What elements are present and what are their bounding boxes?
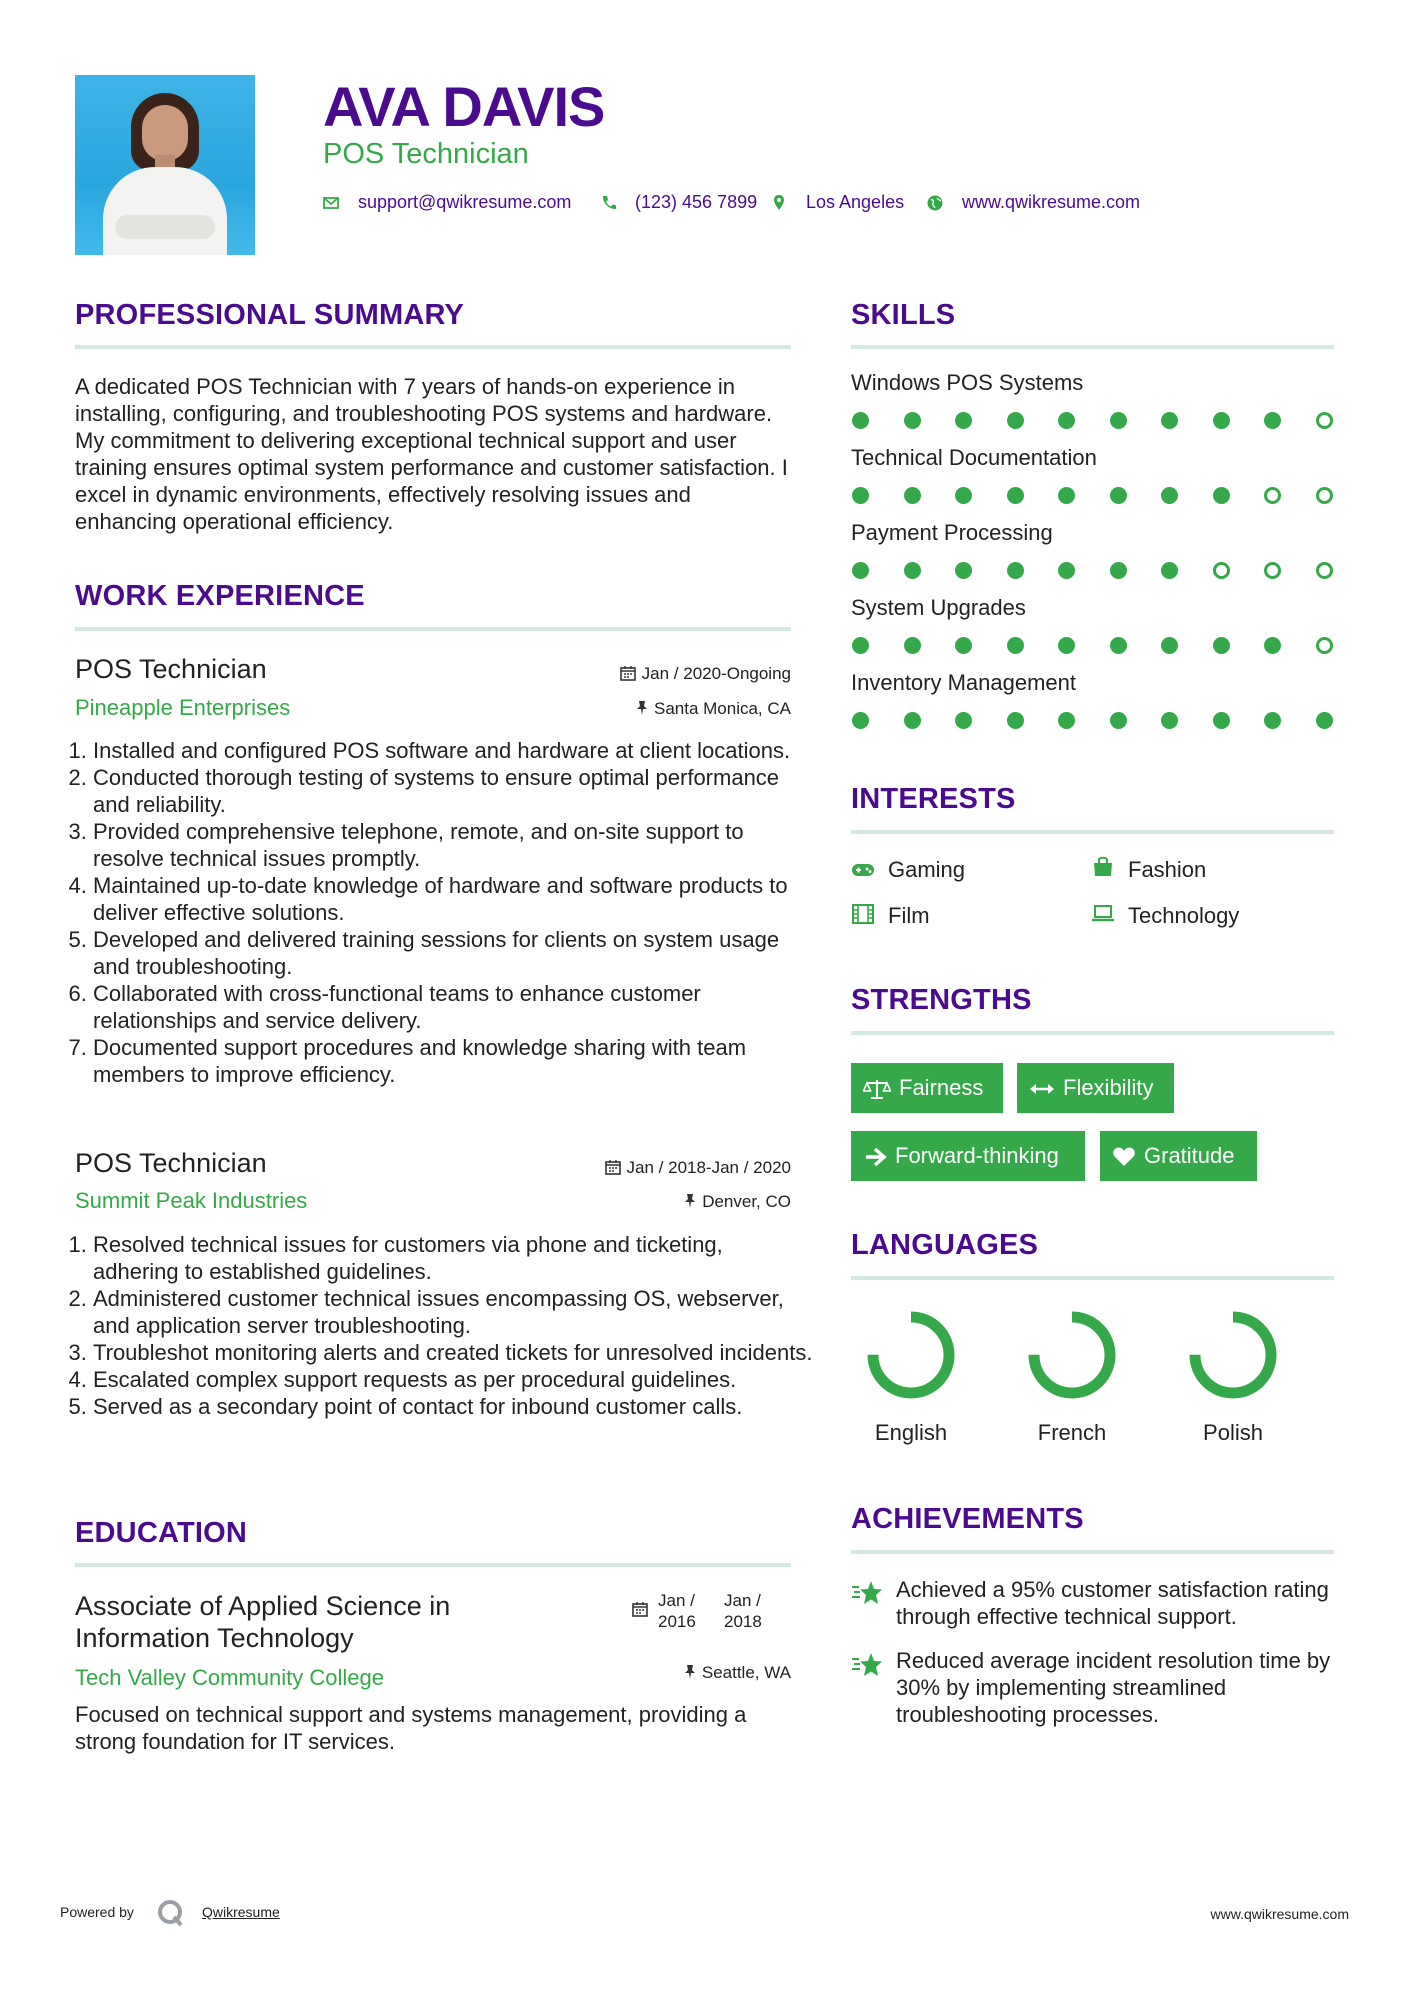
skill-dot-filled	[955, 712, 972, 729]
experience-heading: WORK EXPERIENCE	[75, 580, 365, 612]
job-bullet: 1. Resolved technical issues for customers via phone and ticketing, adhering to established guidelines.	[93, 1231, 813, 1285]
skill-name: Inventory Management	[851, 670, 1077, 695]
job-company: Summit Peak Industries	[75, 1188, 308, 1213]
interests-heading: INTERESTS	[851, 783, 1016, 815]
skill-dot-filled	[904, 712, 921, 729]
language-proficiency-arc	[1195, 1317, 1271, 1393]
laptop-icon	[1091, 903, 1115, 925]
education-divider	[75, 1563, 791, 1567]
skill-dot-filled	[1007, 562, 1024, 579]
interest-item: Fashion	[1128, 857, 1207, 882]
skill-name: Payment Processing	[851, 520, 1053, 545]
arrows-horizontal-icon	[1029, 1078, 1055, 1100]
job-bullet: 5. Developed and delivered training sessions for clients on system usage and troubleshooting.	[93, 926, 813, 980]
languages-list	[841, 1300, 1341, 1460]
job-bullet: 6. Collaborated with cross-functional teams to enhance customer relationships and service delivery.	[93, 980, 813, 1034]
powered-by-label: Powered by	[60, 1904, 134, 1920]
profile-photo	[75, 75, 255, 255]
skill-name: Windows POS Systems	[851, 370, 1084, 395]
education-end-year: 2018	[724, 1612, 762, 1631]
skill-item	[851, 670, 1341, 740]
calendar-icon	[632, 1601, 648, 1617]
summary-text: A dedicated POS Technician with 7 years of hands-on experience in installing, configuring, and troubleshooting POS systems and hardware. My commitment to delivering exceptional technical support and user training ensures optimal system performance and customer satisfaction. I excel in dynamic environments, effectively resolving issues and enhancing operational efficiency.	[75, 374, 788, 534]
pin-icon	[636, 700, 648, 716]
skill-dot-filled	[1213, 637, 1230, 654]
calendar-icon	[620, 665, 636, 681]
skill-dot-empty	[1316, 562, 1333, 579]
skill-dot-filled	[904, 562, 921, 579]
phone-number: (123) 456 7899	[635, 192, 758, 212]
strength-tag	[851, 1131, 1085, 1181]
skill-dot-empty	[1316, 412, 1333, 429]
education-start-month: Jan /	[658, 1591, 695, 1610]
skill-dot-filled	[1264, 412, 1281, 429]
education-heading: EDUCATION	[75, 1517, 248, 1549]
film-icon	[851, 903, 875, 925]
globe-icon	[926, 194, 944, 212]
skill-dot-filled	[904, 637, 921, 654]
location: Los Angeles	[806, 192, 905, 212]
job-title: POS Technician	[75, 1148, 267, 1178]
languages-heading: LANGUAGES	[851, 1229, 1039, 1261]
job-dates-text: Jan / 2018-Jan / 2020	[626, 1158, 791, 1177]
skill-dot-filled	[1007, 712, 1024, 729]
strength-label: Flexibility	[1063, 1075, 1154, 1100]
job-bullet: 5. Served as a secondary point of contact for inbound customer calls.	[93, 1393, 813, 1420]
summary-divider	[75, 345, 791, 349]
skill-dot-filled	[1161, 712, 1178, 729]
pin-icon	[684, 1193, 696, 1209]
email-link[interactable]: support@qwikresume.com	[358, 192, 572, 212]
skill-item	[851, 520, 1341, 590]
skills-heading: SKILLS	[851, 299, 956, 331]
candidate-title: POS Technician	[323, 138, 529, 170]
skill-dot-filled	[955, 562, 972, 579]
job-bullets	[75, 1231, 813, 1420]
language-proficiency-ring	[861, 1305, 961, 1405]
strengths-divider	[851, 1031, 1334, 1035]
achievements-heading: ACHIEVEMENTS	[851, 1503, 1084, 1535]
skills-list	[851, 370, 1341, 740]
balance-scale-icon	[863, 1078, 891, 1100]
skill-item	[851, 595, 1341, 665]
skill-dot-empty	[1213, 562, 1230, 579]
shopping-bag-icon	[1091, 855, 1115, 877]
strength-tag	[851, 1063, 1003, 1113]
phone-icon	[600, 194, 618, 212]
skill-dot-filled	[852, 487, 869, 504]
skill-dot-filled	[1161, 487, 1178, 504]
footer-website-link[interactable]: www.qwikresume.com	[1210, 1906, 1349, 1922]
skill-dot-filled	[1058, 712, 1075, 729]
job-bullet: 4. Escalated complex support requests as per procedural guidelines.	[93, 1366, 813, 1393]
job-bullet: 2. Conducted thorough testing of systems to ensure optimal performance and reliability.	[93, 764, 813, 818]
gamepad-icon	[851, 859, 875, 881]
language-name: Polish	[1203, 1420, 1263, 1445]
language-proficiency-arc	[873, 1317, 949, 1393]
skill-dot-filled	[1213, 412, 1230, 429]
envelope-icon	[322, 194, 340, 212]
skill-dot-filled	[1058, 487, 1075, 504]
skill-name: System Upgrades	[851, 595, 1026, 620]
skill-dot-filled	[955, 487, 972, 504]
skill-dot-empty	[1316, 637, 1333, 654]
skill-dot-filled	[852, 562, 869, 579]
skill-dot-filled	[1161, 412, 1178, 429]
interest-item: Technology	[1128, 903, 1240, 928]
language-proficiency-ring	[1183, 1305, 1283, 1405]
skill-dot-filled	[1058, 562, 1075, 579]
skill-dot-filled	[955, 412, 972, 429]
language-name: English	[874, 1420, 948, 1445]
skill-dot-filled	[852, 712, 869, 729]
summary-heading: PROFESSIONAL SUMMARY	[75, 299, 465, 331]
skill-dot-filled	[955, 637, 972, 654]
job-title: POS Technician	[75, 654, 267, 684]
language-item	[1002, 1300, 1142, 1460]
star-icon	[851, 1652, 883, 1678]
strengths-heading: STRENGTHS	[851, 984, 1032, 1016]
language-name: French	[1037, 1420, 1107, 1445]
skill-dot-empty	[1264, 487, 1281, 504]
skill-dot-filled	[1161, 562, 1178, 579]
skill-dot-filled	[852, 637, 869, 654]
job-bullet: 3. Troubleshot monitoring alerts and created tickets for unresolved incidents.	[93, 1339, 813, 1366]
job-location	[684, 1192, 791, 1212]
skill-dot-filled	[1007, 487, 1024, 504]
achievement-item: Achieved a 95% customer satisfaction rating through effective technical support.	[896, 1577, 1329, 1629]
job-bullet: 2. Administered customer technical issues encompassing OS, webserver, and application server troubleshooting.	[93, 1285, 813, 1339]
skill-dot-filled	[852, 412, 869, 429]
skill-dot-filled	[1007, 637, 1024, 654]
job-location	[636, 699, 791, 719]
skill-dot-filled	[904, 412, 921, 429]
job-dates	[605, 1158, 791, 1178]
skill-name: Technical Documentation	[851, 445, 1097, 470]
education-end	[724, 1590, 762, 1632]
job-bullets	[75, 737, 813, 1088]
skill-dot-filled	[1007, 412, 1024, 429]
job-bullet: 1. Installed and configured POS software and hardware at client locations.	[93, 737, 813, 764]
language-proficiency-arc	[1034, 1317, 1110, 1393]
job-bullet: 7. Documented support procedures and knowledge sharing with team members to improve efficiency.	[93, 1034, 813, 1088]
pin-icon	[684, 1664, 696, 1680]
strength-tag	[1100, 1131, 1257, 1181]
achievements-divider	[851, 1550, 1334, 1554]
skill-dot-filled	[1058, 637, 1075, 654]
skill-dot-filled	[1316, 712, 1333, 729]
skill-item	[851, 370, 1341, 440]
education-location	[684, 1663, 791, 1683]
degree: Associate of Applied Science in Information Technology	[75, 1591, 451, 1653]
education-location-text: Seattle, WA	[701, 1663, 791, 1682]
education-end-month: Jan /	[724, 1591, 761, 1610]
strength-label: Gratitude	[1144, 1143, 1235, 1168]
education-description: Focused on technical support and systems management, providing a strong foundation for IT services.	[75, 1702, 747, 1754]
job-company: Pineapple Enterprises	[75, 695, 291, 720]
job-location-text: Denver, CO	[702, 1192, 791, 1211]
skill-dot-filled	[1110, 637, 1127, 654]
job-dates-text: Jan / 2020-Ongoing	[641, 664, 791, 683]
skill-dot-filled	[1161, 637, 1178, 654]
skill-dot-filled	[904, 487, 921, 504]
interest-item: Film	[888, 903, 930, 928]
candidate-name: AVA DAVIS	[323, 75, 605, 138]
star-icon	[851, 1580, 883, 1606]
languages-divider	[851, 1276, 1334, 1280]
job-bullet: 4. Maintained up-to-date knowledge of hardware and software products to deliver effective solutions.	[93, 872, 813, 926]
education-start-year: 2016	[658, 1612, 696, 1631]
arrow-right-icon	[863, 1146, 887, 1168]
language-proficiency-ring	[1022, 1305, 1122, 1405]
skill-dot-filled	[1264, 637, 1281, 654]
job-dates	[620, 664, 791, 684]
job-bullet: 3. Provided comprehensive telephone, remote, and on-site support to resolve technical issues promptly.	[93, 818, 813, 872]
skill-dot-filled	[1213, 712, 1230, 729]
map-marker-icon	[770, 194, 788, 212]
skill-item	[851, 445, 1341, 515]
skill-dot-empty	[1316, 487, 1333, 504]
qwikresume-logo-icon	[156, 1898, 186, 1928]
qwikresume-link[interactable]: Qwikresume	[202, 1904, 280, 1920]
heart-icon	[1112, 1146, 1136, 1168]
skills-divider	[851, 345, 1334, 349]
skill-dot-filled	[1110, 712, 1127, 729]
achievement-item: Reduced average incident resolution time by 30% by implementing streamlined troubleshooting processes.	[896, 1648, 1331, 1727]
calendar-icon	[605, 1159, 621, 1175]
education-start	[658, 1590, 696, 1632]
school: Tech Valley Community College	[75, 1665, 384, 1690]
skill-dot-empty	[1264, 562, 1281, 579]
strength-tag	[1017, 1063, 1174, 1113]
skill-dot-filled	[1213, 487, 1230, 504]
language-item	[1163, 1300, 1303, 1460]
interest-item: Gaming	[888, 857, 966, 882]
strength-label: Fairness	[899, 1075, 984, 1100]
strength-label: Forward-thinking	[895, 1143, 1059, 1168]
skill-dot-filled	[1110, 487, 1127, 504]
experience-divider	[75, 627, 791, 631]
website-link[interactable]: www.qwikresume.com	[962, 192, 1141, 212]
skill-dot-filled	[1264, 712, 1281, 729]
job-location-text: Santa Monica, CA	[653, 699, 791, 718]
skill-dot-filled	[1110, 562, 1127, 579]
language-item	[841, 1300, 981, 1460]
interests-divider	[851, 830, 1334, 834]
skill-dot-filled	[1058, 412, 1075, 429]
skill-dot-filled	[1110, 412, 1127, 429]
